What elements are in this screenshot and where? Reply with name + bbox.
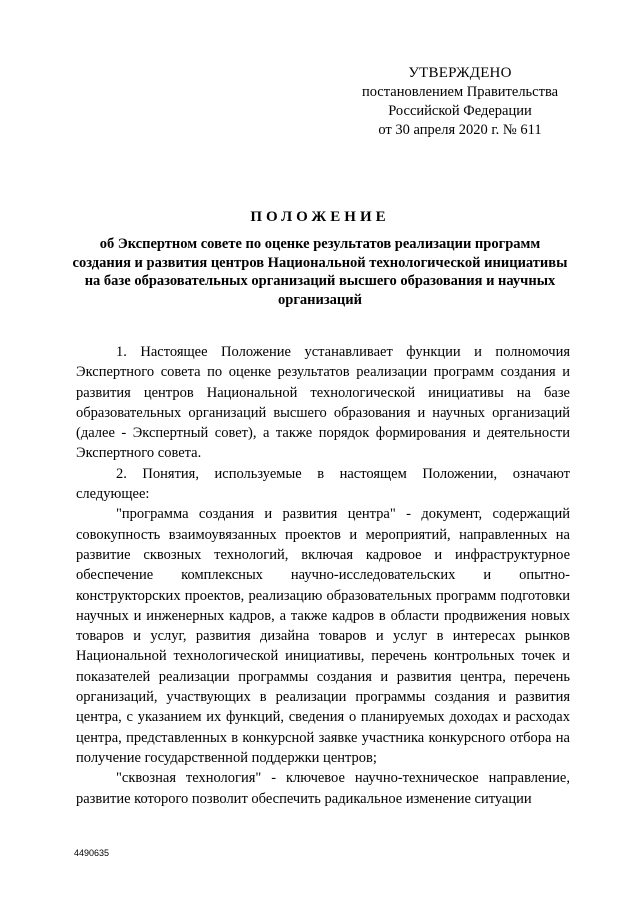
paragraph-2: 2. Понятия, используемые в настоящем Положении, означают следующее: [76, 465, 570, 503]
approval-heading: УТВЕРЖДЕНО [408, 65, 512, 81]
document-subtitle: об Экспертном совете по оценке результатов реализации программ создания и развития центров Национальной технологической инициативы на базе образовательных организаций высшего образования и научных организаций [72, 236, 568, 308]
document-title: ПОЛОЖЕНИЕ [250, 209, 390, 225]
approval-block [340, 64, 580, 140]
document-code: 4490635 [74, 848, 110, 858]
approval-line-government: Российской Федерации [388, 103, 532, 119]
paragraph-1: 1. Настоящее Положение устанавливает функции и полномочия Экспертного совета по оценке результатов реализации программ создания и развития центров Национальной технологической инициативы на базе образовательных организаций высшего образования и научных организаций (далее - Экспертный совет), а также порядок формирования и деятельности Экспертного совета. [76, 344, 570, 462]
document-body [76, 342, 570, 809]
approval-line-date: от 30 апреля 2020 г. № 611 [378, 122, 542, 138]
approval-line-decree: постановлением Правительства [361, 84, 559, 100]
paragraph-definition-program: "программа создания и развития центра" - документ, содержащий совокупность взаимоувязанных проектов и мероприятий, направленных на развитие сквозных технологий, включая кадровое и инфраструктурное обеспечение комплексных научно-исследовательских и опытно-конструкторских проектов, реализацию образовательных программ подготовки научных и инженерных кадров, а также кадров в области продвижения новых товаров и услуг, развития дизайна товаров и услуг в интересах рынков Национальной технологической инициативы, перечень контрольных точек и показателей реализации программы создания и развития центра, перечень организаций, участвующих в реализации программы создания и развития центра, с указанием их функций, сведения о планируемых доходах и расходах центра, представленных в конкурсной заявке участника конкурсного отбора на получение государственной поддержки центров; [76, 506, 570, 766]
paragraph-definition-technology: "сквозная технология" - ключевое научно-техническое направление, развитие которого позволит обеспечить радикальное изменение ситуации [76, 770, 570, 807]
